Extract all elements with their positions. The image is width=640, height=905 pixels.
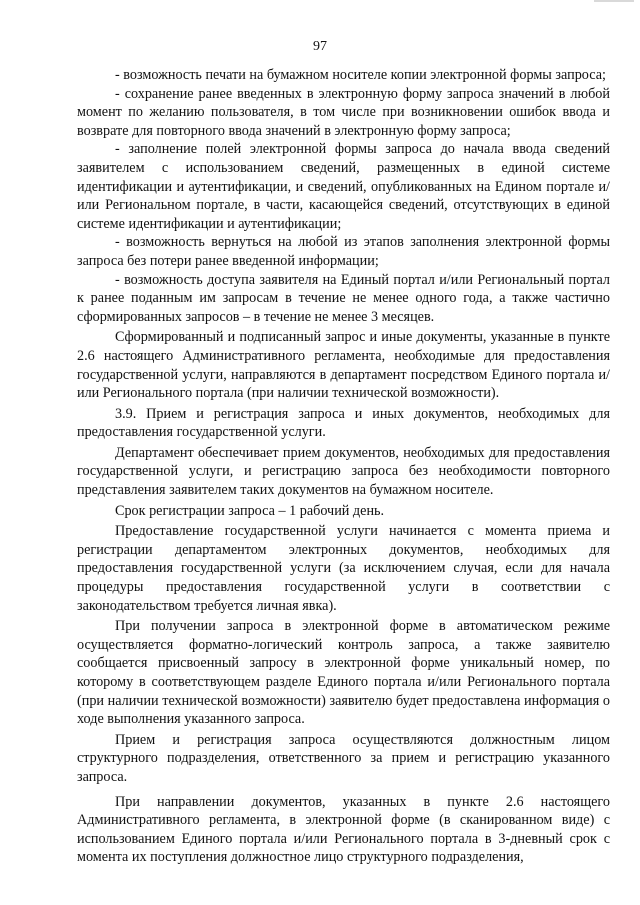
paragraph-formed-request: Сформированный и подписанный запрос и иные документы, указанные в пункте 2.6 настоящего Административного регламента, необходимые для предоставления государственной услуги, направляются в департамент посредством Единого портала и/или Регионального портала (при наличии технической возможности).	[77, 329, 610, 402]
scan-edge-mark	[594, 0, 634, 2]
paragraph-return-to-step: - возможность вернуться на любой из этапов заполнения электронной формы запроса без потери ранее введенной информации;	[77, 234, 610, 269]
section-heading-3-9: 3.9. Прием и регистрация запроса и иных документов, необходимых для предоставления государственной услуги.	[77, 405, 610, 441]
paragraph-prefill-fields: - заполнение полей электронной формы запроса до начала ввода сведений заявителем с использованием сведений, размещенных в единой системе идентификации и аутентификации, и сведений, опубликованных на Едином портале и/или Региональном портале, в части, касающейся сведений, отсутствующих в единой системе идентификации и аутентификации;	[77, 141, 610, 232]
paragraph-responsible-official: Прием и регистрация запроса осуществляются должностным лицом структурного подразделения, ответственного за прием и регистрацию указанного запроса.	[77, 731, 610, 785]
paragraph-scanned-documents: При направлении документов, указанных в пункте 2.6 настоящего Административного регламента, в электронной форме (в сканированном виде) с использованием Единого портала и/или Регионального портала в 3-дневный срок с момента их поступления должностное лицо структурного подразделения,	[77, 793, 610, 866]
paragraph-save-values: - сохранение ранее введенных в электронную форму запроса значений в любой момент по желанию пользователя, в том числе при возникновении ошибок ввода и возврате для повторного ввода значений в электронную форму запроса;	[77, 85, 610, 139]
paragraph-print-copy: - возможность печати на бумажном носителе копии электронной формы запроса;	[115, 67, 606, 83]
paragraph-registration-term: Срок регистрации запроса – 1 рабочий день.	[115, 502, 385, 519]
paragraph-service-start: Предоставление государственной услуги начинается с момента приема и регистрации департаментом электронных документов, необходимых для предоставления государственной услуги (за исключением случая, если для начала процедуры предоставления государственной услуги в соответствии с законодательством требуется личная явка).	[77, 523, 610, 614]
page-number: 97	[313, 39, 327, 54]
paragraph-format-control: При получении запроса в электронной форме в автоматическом режиме осуществляется форматно-логический контроль запроса, а также заявителю сообщается присвоенный запросу в электронной форме уникальный номер, по которому в соответствующем разделе Единого портала и/или Регионального портала (при наличии технической возможности) заявителю будет предоставлена информация о ходе выполнения указанного запроса.	[77, 618, 610, 728]
paragraph-access-requests: - возможность доступа заявителя на Единый портал и/или Региональный портал к ранее поданным им запросам в течение не менее одного года, а также частично сформированных запросов – в течение не менее 3 месяцев.	[77, 271, 610, 325]
document-body	[77, 66, 610, 867]
paragraph-department-ensures: Департамент обеспечивает прием документов, необходимых для предоставления государственной услуги, и регистрацию запроса без необходимости повторного представления заявителем таких документов на бумажном носителе.	[77, 444, 610, 499]
